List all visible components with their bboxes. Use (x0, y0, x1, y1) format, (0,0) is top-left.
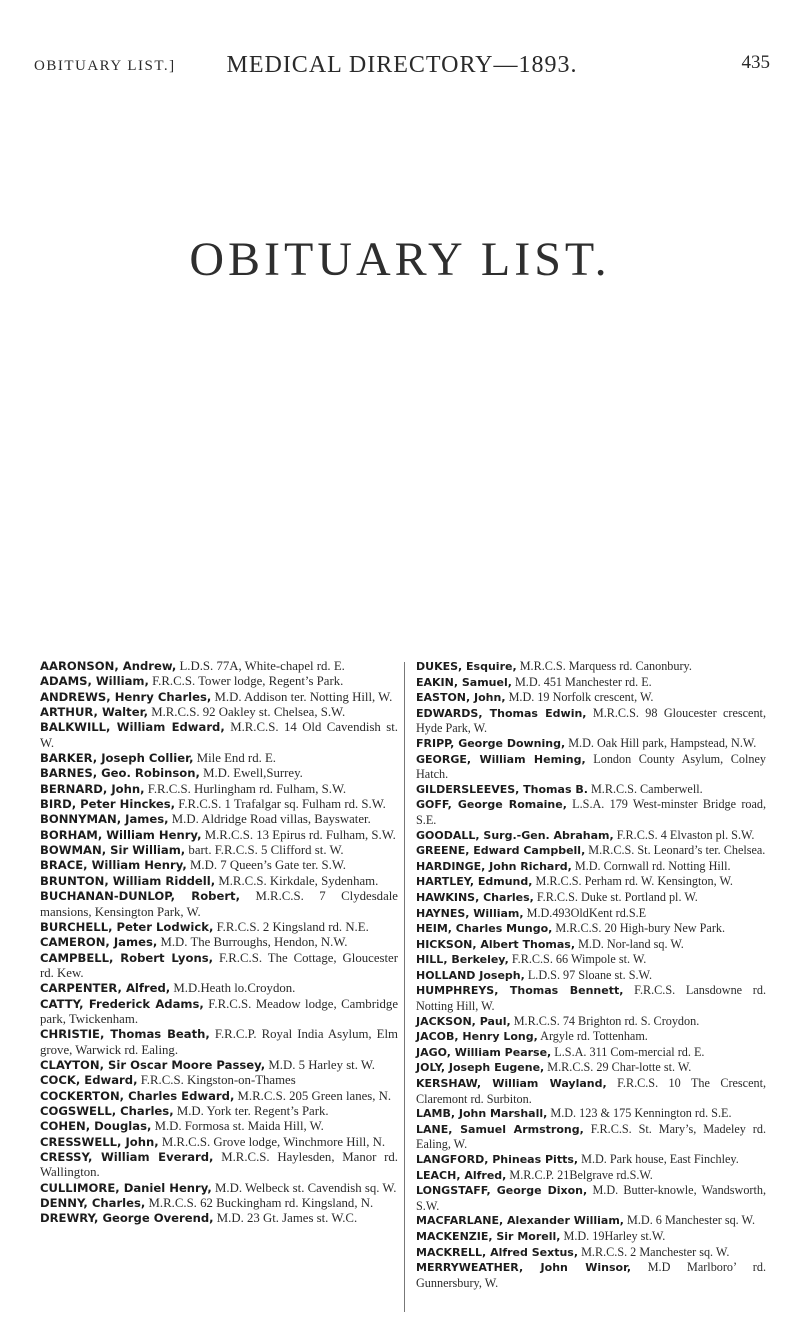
entry-name: GOODALL, Surg.-Gen. Abraham, (416, 828, 614, 842)
entry-details: M.D. 123 & 175 Kennington rd. S.E. (550, 1106, 732, 1121)
entry-details: M.D. Oak Hill park, Hampstead, N.W. (568, 735, 757, 750)
entry-name: GEORGE, William Heming, (416, 752, 586, 766)
obituary-entry (416, 1106, 766, 1122)
obituary-entry (416, 937, 766, 953)
obituary-entry (40, 659, 398, 674)
obituary-entry (40, 797, 398, 812)
entry-details: M.R.C.S. 98 Gloucester crescent, Hyde Park, W. (416, 705, 766, 736)
entry-details: M.D. Aldridge Road villas, Bayswater. (171, 812, 371, 827)
obituary-entry (40, 874, 398, 889)
obituary-entry (416, 1260, 766, 1290)
obituary-entry (40, 935, 398, 950)
page-number: 435 (741, 52, 770, 73)
obituary-entry (416, 1014, 766, 1030)
obituary-entry (40, 1104, 398, 1119)
entry-details: M.D.493OldKent rd.S.E (526, 905, 647, 920)
entry-details: M.D. 6 Manchester sq. W. (627, 1213, 755, 1228)
entry-name: MACKRELL, Alfred Sextus, (416, 1245, 579, 1259)
right-column (416, 659, 766, 1290)
obituary-entry (416, 690, 766, 706)
entry-name: FRIPP, George Downing, (416, 736, 566, 750)
obituary-entry (40, 1196, 398, 1211)
entry-name: BARNES, Geo. Robinson, (40, 766, 200, 781)
entry-name: DENNY, Charles, (40, 1196, 146, 1211)
entry-details: M.R.C.S. Haylesden, Manor rd. Wallington. (40, 1150, 398, 1180)
entry-name: LEACH, Alfred, (416, 1168, 507, 1182)
section-title: OBITUARY LIST. (189, 233, 611, 286)
obituary-entry (416, 890, 766, 906)
obituary-entry (416, 1045, 766, 1061)
obituary-entry (40, 690, 398, 705)
entry-details: L.D.S. 97 Sloane st. S.W. (527, 967, 652, 982)
entry-details: F.R.C.S. St. Mary’s, Madeley rd. Ealing, W. (416, 1121, 766, 1152)
entry-name: CHRISTIE, Thomas Beath, (40, 1027, 210, 1042)
obituary-entry (416, 736, 766, 752)
column-divider (404, 662, 405, 1312)
entry-name: CULLIMORE, Daniel Henry, (40, 1180, 212, 1195)
entry-details: bart. F.R.C.S. 5 Clifford st. W. (188, 843, 344, 858)
entry-name: HARTLEY, Edmund, (416, 875, 533, 889)
obituary-entry (40, 1027, 398, 1058)
entry-details: M.D. Cornwall rd. Notting Hill. (574, 858, 731, 873)
entry-details: Mile End rd. E. (196, 751, 277, 766)
obituary-entry (416, 921, 766, 937)
entry-details: M.D. The Burroughs, Hendon, N.W. (160, 935, 348, 950)
entry-name: CARPENTER, Alfred, (40, 981, 171, 996)
entry-name: HAYNES, William, (416, 906, 524, 920)
obituary-entry (416, 1076, 766, 1106)
entry-name: BRACE, William Henry, (40, 858, 187, 873)
entry-details: F.R.C.S. Kingston-on-Thames (140, 1073, 296, 1088)
obituary-entry (416, 843, 766, 859)
entry-details: M.D. Addison ter. Notting Hill, W. (214, 689, 393, 704)
obituary-entry (416, 983, 766, 1013)
entry-details: M.D. 451 Manchester rd. E. (514, 674, 652, 689)
entry-details: M.R.C.S. 7 Clydesdale mansions, Kensington Park, W. (40, 889, 398, 919)
obituary-entry (40, 782, 398, 797)
entry-details: F.R.C.S. Hurlingham rd. Fulham, S.W. (147, 781, 347, 796)
left-column (40, 659, 398, 1227)
entry-details: L.D.S. 77A, White-chapel rd. E. (179, 659, 345, 673)
entry-name: EAKIN, Samuel, (416, 675, 512, 689)
entry-name: LAMB, John Marshall, (416, 1107, 548, 1121)
entry-details: M.R.C.S. 74 Brighton rd. S. Croydon. (513, 1013, 700, 1028)
entry-details: M.R.C.S. 2 Manchester sq. W. (581, 1244, 730, 1259)
entry-name: HUMPHREYS, Thomas Bennett, (416, 984, 624, 998)
entry-details: M.D Marlboro’ rd. Gunnersbury, W. (416, 1260, 766, 1290)
entry-name: ARTHUR, Walter, (40, 705, 148, 720)
obituary-entry (40, 1089, 398, 1104)
entry-details: F.R.C.P. Royal India Asylum, Elm grove, Warwick rd. Ealing. (40, 1027, 399, 1057)
entry-details: F.R.C.S. 66 Wimpole st. W. (511, 952, 647, 967)
entry-name: ANDREWS, Henry Charles, (40, 689, 212, 704)
entry-details: F.R.C.S. 1 Trafalgar sq. Fulham rd. S.W. (178, 797, 386, 812)
entry-details: M.D. Welbeck st. Cavendish sq. W. (215, 1180, 397, 1195)
entry-name: CLAYTON, Sir Oscar Moore Passey, (40, 1057, 266, 1072)
entry-name: LANE, Samuel Armstrong, (416, 1122, 584, 1136)
obituary-entry (40, 997, 398, 1028)
entry-details: M.D. 23 Gt. James st. W.C. (216, 1211, 358, 1226)
entry-details: M.R.C.S. 62 Buckingham rd. Kingsland, N. (148, 1196, 374, 1211)
obituary-entry (416, 859, 766, 875)
entry-details: M.R.C.S. 13 Epirus rd. Fulham, S.W. (204, 827, 396, 842)
entry-name: CRESSWELL, John, (40, 1134, 159, 1149)
entry-name: BOWMAN, Sir William, (40, 843, 186, 858)
obituary-entry (40, 828, 398, 843)
entry-details: M.D.Heath lo.Croydon. (173, 981, 296, 996)
entry-details: L.S.A. 311 Com-mercial rd. E. (554, 1044, 705, 1059)
entry-name: BRUNTON, William Riddell, (40, 873, 216, 888)
obituary-entry (416, 782, 766, 798)
entry-name: HICKSON, Albert Thomas, (416, 937, 576, 951)
entry-details: F.R.C.S. Meadow lodge, Cambridge park, Twickenham. (40, 996, 398, 1026)
obituary-entry (416, 1245, 766, 1261)
entry-name: CAMPBELL, Robert Lyons, (40, 950, 214, 965)
entry-details: M.R.C.S. 92 Oakley st. Chelsea, S.W. (151, 705, 346, 720)
obituary-entry (416, 706, 766, 736)
obituary-entry (40, 720, 398, 751)
entry-name: BORHAM, William Henry, (40, 827, 202, 842)
obituary-entry (40, 951, 398, 982)
obituary-entry (40, 766, 398, 781)
entry-name: JOLY, Joseph Eugene, (416, 1061, 545, 1075)
entry-name: BONNYMAN, James, (40, 812, 169, 827)
entry-details: M.D. Formosa st. Maida Hill, W. (154, 1119, 324, 1134)
obituary-entry (40, 1119, 398, 1134)
entry-name: MACFARLANE, Alexander William, (416, 1214, 624, 1228)
entry-details: M.D. Nor-land sq. W. (578, 936, 684, 951)
entry-details: M.R.C.S. Camberwell. (590, 781, 703, 796)
obituary-entry (40, 674, 398, 689)
obituary-entry (416, 1152, 766, 1168)
entry-details: M.R.C.S. 29 Char-lotte st. W. (547, 1060, 692, 1075)
obituary-entry (416, 828, 766, 844)
obituary-entry (416, 1213, 766, 1229)
entry-details: London County Asylum, Colney Hatch. (416, 751, 766, 782)
obituary-entry (40, 751, 398, 766)
entry-name: COHEN, Douglas, (40, 1119, 152, 1134)
entry-name: BERNARD, John, (40, 781, 145, 796)
entry-name: HOLLAND Joseph, (416, 968, 525, 982)
running-head (34, 52, 770, 80)
entry-name: GOFF, George Romaine, (416, 798, 567, 812)
entry-name: GREENE, Edward Campbell, (416, 844, 586, 858)
entry-name: HILL, Berkeley, (416, 953, 509, 967)
entry-details: F.R.C.S. The Cottage, Gloucester rd. Kew. (40, 950, 398, 980)
obituary-entry (416, 1183, 766, 1213)
entry-details: Argyle rd. Tottenham. (540, 1029, 648, 1044)
entry-details: M.D. 5 Harley st. W. (268, 1057, 376, 1072)
entry-details: M.R.C.S. 20 High-bury New Park. (555, 921, 726, 936)
entry-name: COCK, Edward, (40, 1073, 138, 1088)
entry-details: M.D. York ter. Regent’s Park. (176, 1103, 329, 1118)
obituary-entry (40, 920, 398, 935)
entry-details: M.R.C.S. Marquess rd. Canonbury. (519, 659, 692, 673)
entry-details: L.S.A. 179 West-minster Bridge road, S.E. (416, 797, 767, 827)
entry-details: F.R.C.S. 4 Elvaston pl. S.W. (616, 827, 755, 842)
entry-name: HAWKINS, Charles, (416, 890, 534, 904)
entry-name: COGSWELL, Charles, (40, 1103, 174, 1118)
entry-details: M.D. Butter-knowle, Wandsworth, S.W. (416, 1183, 767, 1213)
obituary-entry (40, 1181, 398, 1196)
obituary-entry (416, 797, 766, 827)
obituary-entry (416, 968, 766, 984)
obituary-entry (40, 843, 398, 858)
entry-name: CAMERON, James, (40, 935, 158, 950)
entry-name: EASTON, John, (416, 691, 506, 705)
entry-details: M.R.C.P. 21Belgrave rd.S.W. (509, 1167, 653, 1182)
entry-name: CATTY, Frederick Adams, (40, 996, 204, 1011)
entry-name: MACKENZIE, Sir Morell, (416, 1229, 561, 1243)
entry-details: F.R.C.S. Duke st. Portland pl. W. (536, 889, 698, 904)
obituary-entry (40, 981, 398, 996)
obituary-entry (416, 874, 766, 890)
entry-details: F.R.C.S. 10 The Crescent, Claremont rd. Surbiton. (416, 1076, 767, 1106)
obituary-entry (416, 1029, 766, 1045)
entry-name: GILDERSLEEVES, Thomas B. (416, 782, 588, 796)
entry-name: BURCHELL, Peter Lodwick, (40, 919, 214, 934)
entry-name: DUKES, Esquire, (416, 660, 517, 673)
entry-details: F.R.C.S. Tower lodge, Regent’s Park. (152, 674, 344, 689)
entry-details: M.R.C.S. St. Leonard’s ter. Chelsea. (588, 843, 766, 858)
obituary-entry (40, 1150, 398, 1181)
entry-details: M.R.C.S. Grove lodge, Winchmore Hill, N. (161, 1134, 386, 1149)
entry-name: BUCHANAN-DUNLOP, Robert, (40, 889, 240, 904)
entry-name: MERRYWEATHER, John Winsor, (416, 1261, 632, 1275)
obituary-entry (416, 1229, 766, 1245)
obituary-entry (416, 1060, 766, 1076)
entry-details: M.D. 19 Norfolk crescent, W. (508, 690, 654, 705)
entry-name: HARDINGE, John Richard, (416, 859, 572, 873)
obituary-entry (40, 705, 398, 720)
obituary-entry (40, 858, 398, 873)
entry-name: JACOB, Henry Long, (416, 1030, 538, 1044)
entry-name: EDWARDS, Thomas Edwin, (416, 706, 587, 720)
entry-name: JACKSON, Paul, (416, 1014, 511, 1028)
entry-name: LANGFORD, Phineas Pitts, (416, 1153, 579, 1166)
entry-name: KERSHAW, William Wayland, (416, 1077, 607, 1091)
entry-name: ADAMS, William, (40, 674, 149, 689)
obituary-entry (416, 675, 766, 691)
obituary-entry (40, 812, 398, 827)
entry-name: AARONSON, Andrew, (40, 659, 177, 673)
entry-details: M.R.C.S. 205 Green lanes, N. (237, 1088, 392, 1103)
entry-name: JAGO, William Pearse, (416, 1045, 552, 1059)
obituary-entry (416, 1122, 766, 1152)
running-head-section: OBITUARY LIST.] (34, 58, 176, 74)
entry-name: LONGSTAFF, George Dixon, (416, 1184, 588, 1198)
entry-details: M.D. 7 Queen’s Gate ter. S.W. (190, 858, 346, 873)
obituary-entry (416, 659, 766, 675)
entry-name: BIRD, Peter Hinckes, (40, 797, 176, 812)
entry-name: HEIM, Charles Mungo, (416, 922, 553, 936)
entry-name: BALKWILL, William Edward, (40, 720, 225, 735)
running-head-title: MEDICAL DIRECTORY—1893. (226, 52, 578, 78)
obituary-entry (40, 1135, 398, 1150)
obituary-entry (416, 1168, 766, 1184)
entry-details: F.R.C.S. Lansdowne rd. Notting Hill, W. (416, 983, 766, 1014)
obituary-entry (40, 1058, 398, 1073)
obituary-entry (40, 1073, 398, 1088)
entry-details: M.D. Park house, East Finchley. (581, 1152, 739, 1166)
obituary-entry (40, 889, 398, 920)
entry-name: COCKERTON, Charles Edward, (40, 1088, 235, 1103)
obituary-entry (416, 952, 766, 968)
entry-details: M.D. 19Harley st.W. (563, 1228, 666, 1243)
entry-details: M.R.C.S. Kirkdale, Sydenham. (218, 873, 379, 888)
obituary-entry (416, 752, 766, 782)
entry-name: CRESSY, William Everard, (40, 1150, 214, 1164)
entry-details: M.R.C.S. Perham rd. W. Kensington, W. (535, 874, 733, 889)
entry-details: F.R.C.S. 2 Kingsland rd. N.E. (216, 919, 369, 934)
entry-name: DREWRY, George Overend, (40, 1211, 214, 1226)
obituary-entry (40, 1211, 398, 1226)
entry-name: BARKER, Joseph Collier, (40, 751, 194, 766)
entry-details: M.R.C.S. 14 Old Cavendish st. W. (40, 720, 398, 750)
entry-details: M.D. Ewell,Surrey. (203, 766, 303, 781)
obituary-entry (416, 906, 766, 922)
